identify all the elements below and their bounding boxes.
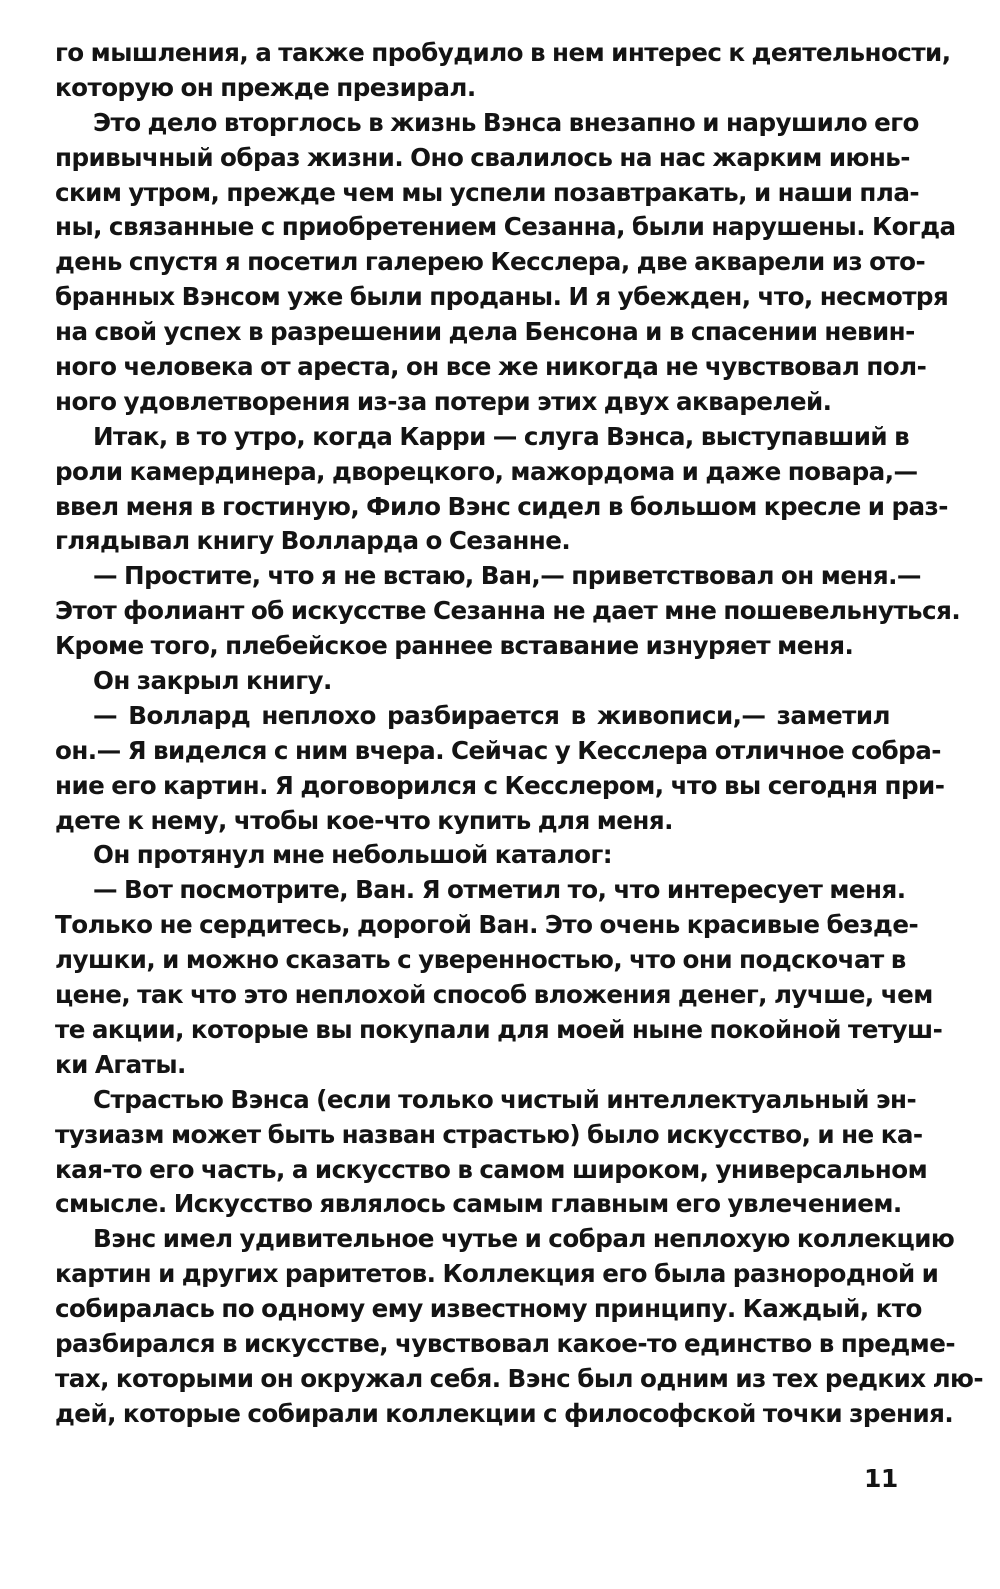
text-line: Вэнс имел удивительное чутье и собрал неплохую коллекцию (93, 1224, 955, 1254)
text-line: собиралась по одному ему известному принципу. Каждый, кто (55, 1294, 922, 1324)
page-body (55, 36, 984, 1432)
text-line: привычный образ жизни. Оно свалилось на нас жарким июнь- (55, 142, 910, 172)
text-line: картин и других раритетов. Коллекция его была разнородной и (55, 1259, 939, 1289)
text-line: он.— Я виделся с ним вчера. Сейчас у Кесслера отличное собра- (55, 735, 941, 765)
text-line: — Вот посмотрите, Ван. Я отметил то, что интересует меня. (93, 875, 906, 905)
text-line: роли камердинера, дворецкого, мажордома и даже повара,— (55, 456, 918, 486)
text-line: Он протянул мне небольшой каталог: (93, 840, 613, 870)
text-line: разбирался в искусстве, чувствовал какое-то единство в предме- (55, 1328, 956, 1358)
text-line: цене, так что это неплохой способ вложения денег, лучше, чем (55, 980, 933, 1010)
text-line: дете к нему, чтобы кое-что купить для меня. (55, 805, 673, 835)
text-line: Этот фолиант об искусстве Сезанна не дает мне пошевельнуться. (55, 596, 961, 626)
text-line: Итак, в то утро, когда Карри — слуга Вэнса, выступавший в (93, 421, 910, 451)
text-line: Только не сердитесь, дорогой Ван. Это очень красивые безде- (55, 910, 919, 940)
text-line: глядывал книгу Волларда о Сезанне. (55, 526, 571, 556)
text-line: тах, которыми он окружал себя. Вэнс был одним из тех редких лю- (55, 1363, 984, 1393)
text-line: тузиазм может быть назван страстью) было искусство, и не ка- (55, 1119, 923, 1149)
text-line: ны, связанные с приобретением Сезанна, были нарушены. Когда (55, 212, 956, 242)
text-line: Кроме того, плебейское раннее вставание изнуряет меня. (55, 631, 854, 661)
text-line: Страстью Вэнса (если только чистый интеллектуальный эн- (93, 1084, 917, 1114)
text-line: день спустя я посетил галерею Кесслера, две акварели из ото- (55, 247, 926, 277)
page-number: 11 (864, 1464, 898, 1493)
text-line: го мышления, а также пробудило в нем интерес к деятельности, (55, 38, 951, 67)
text-line: Это дело вторглось в жизнь Вэнса внезапно и нарушило его (93, 107, 919, 137)
text-line: ного человека от ареста, он все же никогда не чувствовал пол- (55, 352, 927, 382)
text-line: которую он прежде презирал. (55, 72, 476, 102)
text-line: кая-то его часть, а искусство в самом широком, универсальном (55, 1154, 928, 1184)
text-line: ки Агаты. (55, 1049, 186, 1079)
text-line: — Простите, что я не встаю, Ван,— приветствовал он меня.— (93, 561, 921, 591)
text-line: Он закрыл книгу. (93, 666, 332, 696)
text-line: на свой успех в разрешении дела Бенсона и в спасении невин- (55, 317, 915, 347)
text-line: лушки, и можно сказать с уверенностью, что они подскочат в (55, 945, 906, 975)
text-line: ние его картин. Я договорился с Кесслером, что вы сегодня при- (55, 770, 945, 800)
text-line: бранных Вэнсом уже были проданы. И я убежден, что, несмотря (55, 282, 949, 312)
text-line: те акции, которые вы покупали для моей ныне покойной тетуш- (55, 1014, 943, 1044)
text-line: дей, которые собирали коллекции с философской точки зрения. (55, 1398, 954, 1428)
text-line: ввел меня в гостиную, Фило Вэнс сидел в большом кресле и раз- (55, 491, 948, 521)
text-line: ским утром, прежде чем мы успели позавтракать, и наши пла- (55, 177, 920, 207)
text-line: — Воллард неплохо разбирается в живописи,— заметил (93, 700, 890, 730)
text-line: смысле. Искусство являлось самым главным его увлечением. (55, 1189, 902, 1219)
text-line: ного удовлетворения из-за потери этих двух акварелей. (55, 386, 832, 416)
